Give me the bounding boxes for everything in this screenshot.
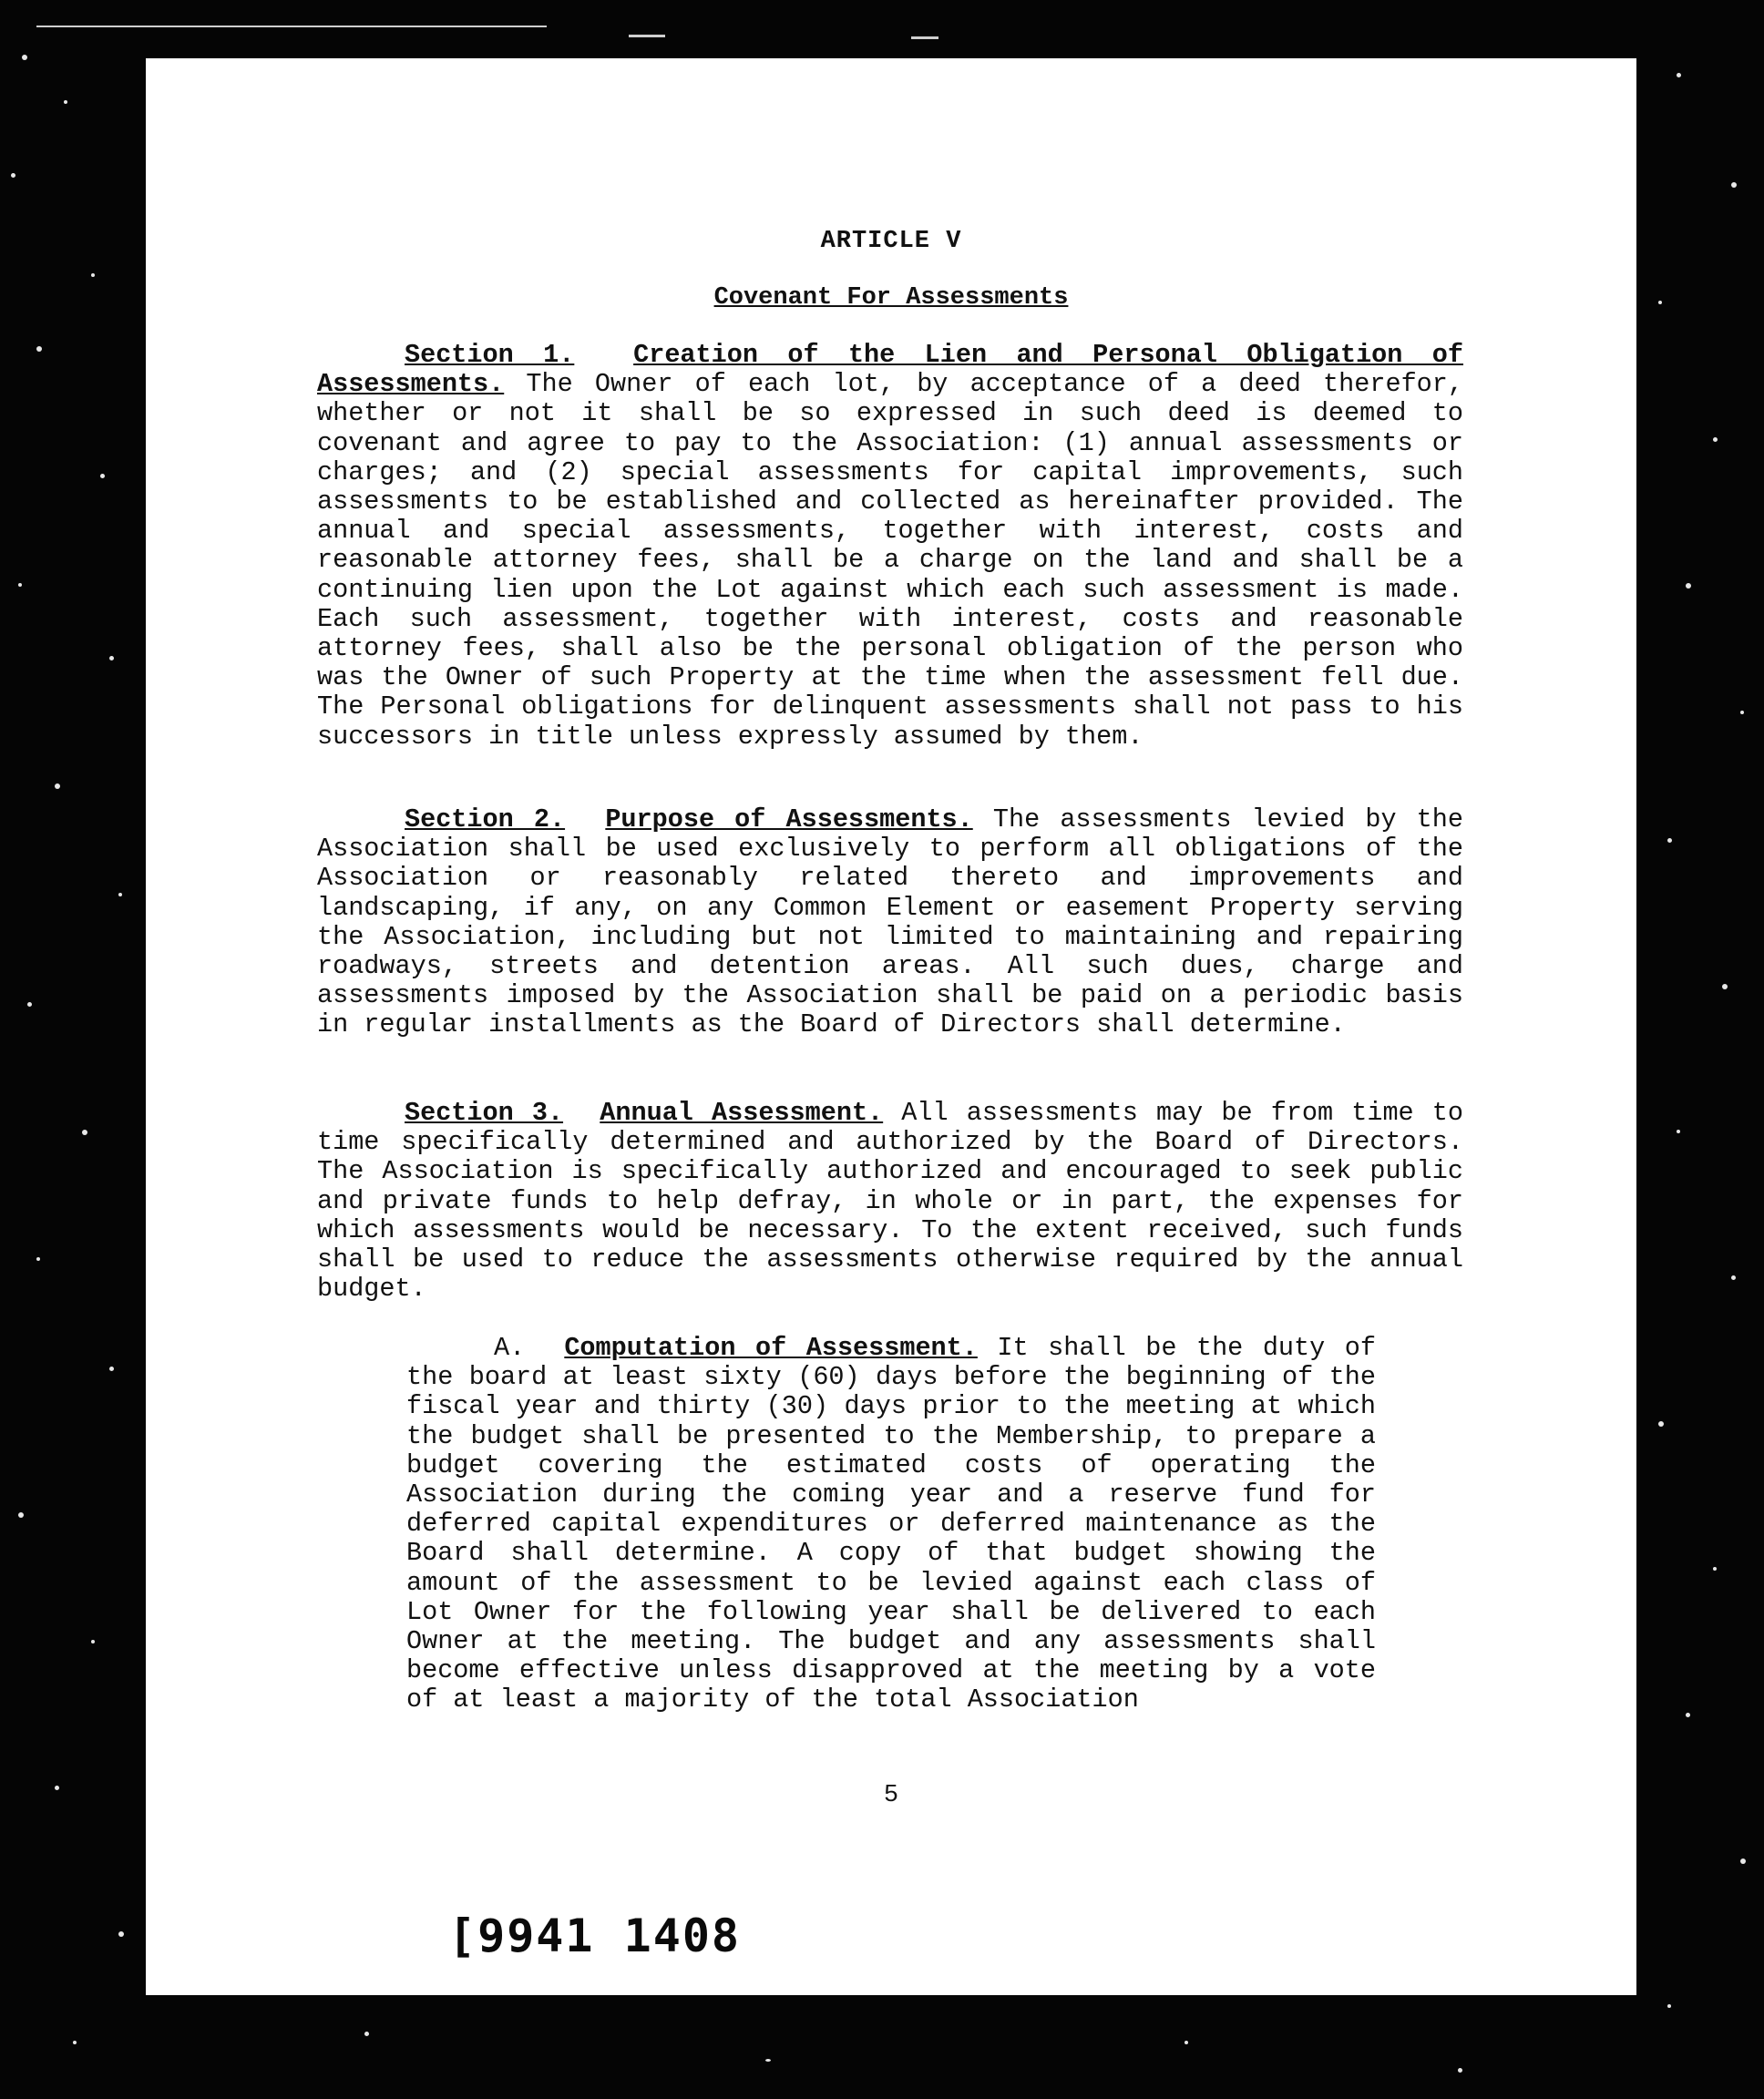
section-3-label: Section 3. xyxy=(405,1098,564,1128)
section-2-title: Purpose of Assessments. xyxy=(605,804,973,834)
document-page xyxy=(146,58,1636,1995)
subsection-a-title: Computation of Assessment. xyxy=(564,1333,978,1363)
section-1-body: The Owner of each lot, by acceptance of a deed therefor, whether or not it shall be so expressed in such deed is deemed to covenant and agree to pay to the Association: (1) annual assessments or charges; and (2) special assessments for capital improvements, such assessments to be established and collected as hereinafter provided. The annual and special assessments, together with interest, costs and reasonable attorney fees, shall be a charge on the land and shall be a continuing lien upon the Lot against which each such assessment is made. Each such assessment, together with interest, costs and reasonable attorney fees, shall also be the personal obligation of the person who was the Owner of such Property at the time when the assessment fell due. The Personal obligations for delinquent assessments shall not pass to his successors in title unless expressly assumed by them. xyxy=(317,369,1463,752)
section-3-paragraph xyxy=(317,1099,1463,1304)
page-number: 5 xyxy=(883,1782,899,1809)
section-1-label: Section 1. xyxy=(405,340,575,370)
article-title: Covenant For Assessments xyxy=(713,284,1069,312)
subsection-a-label: A. xyxy=(494,1333,526,1363)
document-stamp-number: [9941 1408 xyxy=(448,1910,742,1962)
subsection-a-body: It shall be the duty of the board at least sixty (60) days before the beginning of the fiscal year and thirty (30) days prior to the meeting at which the budget shall be presented to the Membership, to prepare a budget covering the estimated costs of operating the Association during the coming year and a reserve fund for deferred capital expenditures or deferred maintenance as the Board shall determine. A copy of that budget showing the amount of the assessment to be levied against each class of Lot Owner for the following year shall be delivered to each Owner at the meeting. The budget and any assessments shall become effective unless disapproved at the meeting by a vote of at least a majority of the total Association xyxy=(406,1333,1376,1715)
section-3-body: All assessments may be from time to time specifically determined and authorized by the Board of Directors. The Association is specifically authorized and encouraged to seek public and private funds to help defray, in whole or in part, the expenses for which assessments would be necessary. To the extent received, such funds shall be used to reduce the assessments otherwise required by the annual budget. xyxy=(317,1098,1463,1305)
section-1-paragraph xyxy=(317,341,1463,752)
section-2-body: The assessments levied by the Association shall be used exclusively to perform all obligations of the Association or reasonably related thereto and improvements and landscaping, if any, on any Common Element or easement Property serving the Association, including but not limited to maintaining and repairing roadways, streets and detention areas. All such dues, charge and assessments imposed by the Association shall be paid on a periodic basis in regular installments as the Board of Directors shall determine. xyxy=(317,804,1463,1040)
section-3-title: Annual Assessment. xyxy=(600,1098,884,1128)
article-heading: ARTICLE V xyxy=(820,228,962,255)
section-2-label: Section 2. xyxy=(405,804,566,834)
section-1-title: Creation of the Lien and Personal Obligation of Assessments. xyxy=(317,340,1463,400)
subsection-a-paragraph xyxy=(406,1334,1376,1715)
section-2-paragraph xyxy=(317,805,1463,1040)
